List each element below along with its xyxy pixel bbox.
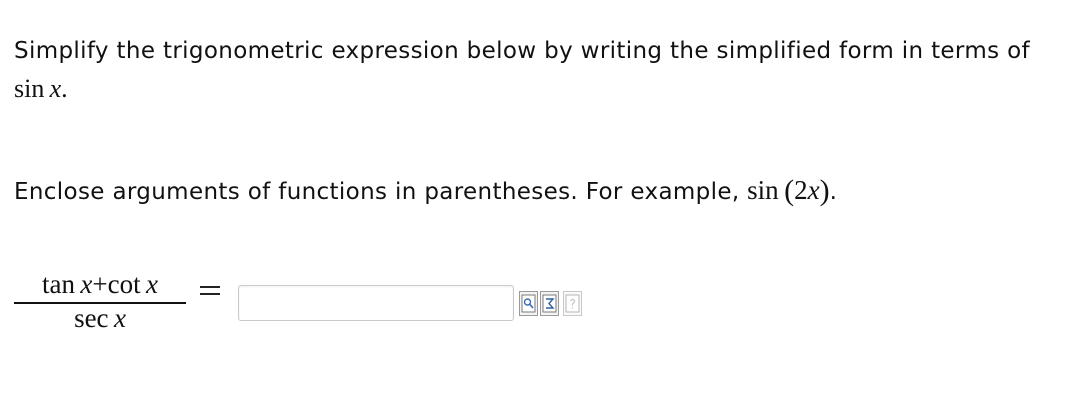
preview-icon[interactable] [519,291,538,316]
trig-fraction [14,268,186,331]
answer-input[interactable] [238,285,514,321]
equals-sign [200,284,222,294]
instruction-text: Simplify the trigonometric expression below by writing the simplified form in terms of [14,38,1030,64]
parentheses-note [14,173,837,207]
variable-x: x [49,74,62,103]
period: . [61,74,68,103]
note-text: Enclose arguments of functions in parentheses. For example, [14,179,748,205]
equation-editor-icon[interactable] [540,291,559,316]
sin-function: sin [14,74,45,103]
help-icon[interactable] [563,291,582,316]
instruction-math [14,74,68,104]
example-expression: sin (2x) [747,174,830,207]
fraction-denominator: sec x [74,302,126,333]
note-period: . [829,179,838,205]
fraction-numerator: tan x+cot x [41,269,158,299]
